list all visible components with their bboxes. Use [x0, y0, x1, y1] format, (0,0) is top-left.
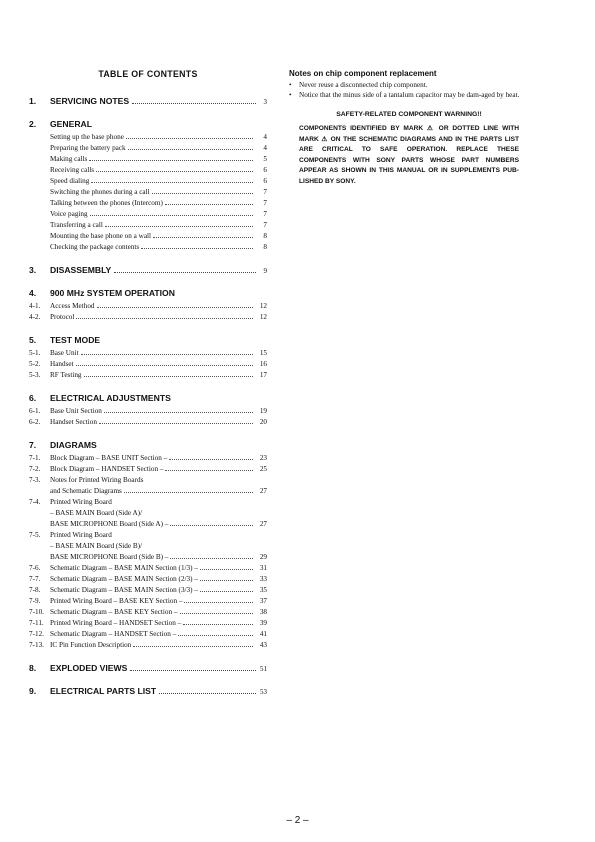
entry-title: Making calls [50, 155, 88, 163]
dot-leader [91, 182, 253, 183]
dot-leader [114, 272, 256, 273]
toc-entry [29, 618, 267, 629]
entry-page: 12 [259, 313, 267, 321]
toc-entry [29, 640, 267, 651]
toc-entry [29, 370, 267, 381]
toc-section-heading [29, 440, 267, 451]
toc-entry [29, 312, 267, 323]
entry-title: Block Diagram – HANDSET Section – [50, 465, 164, 473]
entry-page: 38 [259, 608, 267, 616]
toc-section-heading [29, 663, 267, 674]
entry-title: RF Testing [50, 371, 82, 379]
dot-leader [165, 204, 253, 205]
entry-page: 33 [259, 575, 267, 583]
toc-entry [29, 453, 267, 464]
section-number: 5. [29, 335, 37, 345]
entry-title: – BASE MAIN Board (Side A)/ [50, 509, 143, 517]
section-number: 4. [29, 288, 37, 298]
section-number: 6. [29, 393, 37, 403]
toc-entry [29, 242, 267, 253]
dot-leader [180, 613, 254, 614]
entry-title: Schematic Diagram – BASE MAIN Section (3/3) – [50, 586, 198, 594]
dot-leader [183, 624, 253, 625]
toc-section [29, 119, 267, 253]
entry-number: 7-11. [29, 619, 44, 627]
dot-leader [76, 365, 253, 366]
toc-section-heading [29, 96, 267, 107]
entry-number: 7-3. [29, 476, 41, 484]
toc-section [29, 265, 267, 276]
toc-entry [29, 497, 267, 508]
section-name: 900 MHz SYSTEM OPERATION [50, 288, 175, 298]
entry-title: and Schematic Diagrams [50, 487, 122, 495]
entry-title: Access Method [50, 302, 95, 310]
toc-entry [29, 596, 267, 607]
entry-page: 6 [263, 177, 267, 185]
dot-leader [97, 307, 253, 308]
entry-number: 7-13. [29, 641, 44, 649]
notes-panel [289, 69, 529, 187]
toc-section [29, 440, 267, 651]
entry-number: 7-8. [29, 586, 41, 594]
entry-number: 7-6. [29, 564, 41, 572]
dot-leader [170, 525, 253, 526]
toc-entry [29, 143, 267, 154]
entry-number: 7-1. [29, 454, 41, 462]
entry-number: 4-2. [29, 313, 41, 321]
toc-section-heading [29, 393, 267, 404]
entry-page: 16 [259, 360, 267, 368]
entry-page: 6 [263, 166, 267, 174]
section-number: 3. [29, 265, 37, 275]
toc-entry [29, 198, 267, 209]
section-number: 2. [29, 119, 37, 129]
section-name: SERVICING NOTES [50, 96, 130, 106]
entry-title: Receiving calls [50, 166, 95, 174]
bullet-icon: • [289, 81, 292, 89]
dot-leader [130, 670, 256, 671]
toc-section [29, 335, 267, 381]
entry-page: 27 [259, 487, 267, 495]
toc-section-heading [29, 335, 267, 346]
dot-leader [104, 412, 253, 413]
entry-page: 17 [259, 371, 267, 379]
dot-leader [99, 423, 253, 424]
dot-leader [128, 149, 253, 150]
dot-leader [96, 171, 253, 172]
dot-leader [133, 646, 253, 647]
entry-title: Base Unit [50, 349, 79, 357]
dot-leader [169, 459, 253, 460]
entry-page: 8 [263, 243, 267, 251]
dot-leader [81, 354, 253, 355]
dot-leader [126, 138, 253, 139]
entry-number: 7-7. [29, 575, 41, 583]
entry-title: BASE MICROPHONE Board (Side A) – [50, 520, 169, 528]
entry-title: Notes for Printed Wiring Boards [50, 476, 144, 484]
section-page: 9 [263, 267, 267, 275]
entry-title: Printed Wiring Board [50, 498, 112, 506]
entry-number: 5-2. [29, 360, 41, 368]
section-number: 1. [29, 96, 37, 106]
toc-section-heading [29, 265, 267, 276]
toc-entry [29, 406, 267, 417]
entry-page: 20 [259, 418, 267, 426]
entry-page: 27 [259, 520, 267, 528]
entry-number: 7-9. [29, 597, 41, 605]
dot-leader [200, 591, 253, 592]
dot-leader [178, 635, 253, 636]
page-number: – 2 – [286, 815, 309, 826]
bullet-icon: • [289, 91, 292, 99]
toc-section [29, 663, 267, 674]
entry-number: 7-2. [29, 465, 41, 473]
dot-leader [132, 103, 256, 104]
toc-entry [29, 231, 267, 242]
toc-entry [29, 132, 267, 143]
note-text: Never reuse a disconnected chip component. [299, 81, 428, 89]
section-name: ELECTRICAL ADJUSTMENTS [50, 393, 171, 403]
entry-page: 8 [263, 232, 267, 240]
toc-entry [29, 629, 267, 640]
note-item [289, 90, 529, 100]
section-name: ELECTRICAL PARTS LIST [50, 686, 157, 696]
dot-leader [159, 693, 256, 694]
section-page: 53 [260, 688, 267, 696]
entry-title: Handset Section [50, 418, 97, 426]
toc-entry [29, 464, 267, 475]
entry-title: Printed Wiring Board – BASE KEY Section – [50, 597, 183, 605]
dot-leader [89, 160, 253, 161]
entry-number: 5-3. [29, 371, 41, 379]
notes-title: Notes on chip component replacement [289, 69, 437, 78]
section-name: EXPLODED VIEWS [50, 663, 128, 673]
entry-title: Voice paging [50, 210, 88, 218]
note-text: Notice that the minus side of a tantalum capacitor may be dam-aged by heat. [299, 91, 520, 99]
section-name: TEST MODE [50, 335, 101, 345]
toc-entry [29, 209, 267, 220]
entry-page: 7 [263, 199, 267, 207]
entry-number: 7-10. [29, 608, 44, 616]
toc-entry [29, 154, 267, 165]
toc-entry [29, 585, 267, 596]
entry-title: Setting up the base phone [50, 133, 124, 141]
toc-section [29, 393, 267, 428]
warning-body: COMPONENTS IDENTIFIED BY MARK ⚠ OR DOTTED LINE WITH MARK ⚠ ON THE SCHEMATIC DIAGRAMS AND IN THE PARTS LIST ARE CRITICAL TO SAFE OPERATION. REPLACE THESE COMPONENTS WITH SONY PARTS WHOSE PART NUMBERS APPEAR AS SHOWN IN THIS MANUAL OR IN SUPPLEMENTS PUB-LISHED BY SONY. [299, 125, 519, 185]
toc-entry [29, 417, 267, 428]
dot-leader [170, 558, 253, 559]
toc-entry [29, 508, 267, 519]
toc-entry [29, 519, 267, 530]
entry-page: 15 [259, 349, 267, 357]
entry-number: 6-1. [29, 407, 41, 415]
toc-entry [29, 607, 267, 618]
toc-entry [29, 486, 267, 497]
dot-leader [124, 492, 253, 493]
entry-number: 7-4. [29, 498, 41, 506]
table-of-contents [29, 69, 267, 709]
dot-leader [184, 602, 253, 603]
entry-title: Talking between the phones (Intercom) [50, 199, 163, 207]
section-number: 8. [29, 663, 37, 673]
entry-title: Switching the phones during a call [50, 188, 150, 196]
entry-title: Speed dialing [50, 177, 90, 185]
entry-title: Mounting the base phone on a wall [50, 232, 152, 240]
note-item [289, 80, 529, 90]
warning-title: SAFETY-RELATED COMPONENT WARNING!! [336, 111, 482, 118]
entry-page: 37 [259, 597, 267, 605]
entry-title: Printed Wiring Board [50, 531, 112, 539]
entry-page: 7 [263, 221, 267, 229]
toc-section [29, 288, 267, 323]
entry-number: 7-5. [29, 531, 41, 539]
section-number: 7. [29, 440, 37, 450]
entry-title: Schematic Diagram – BASE KEY Section – [50, 608, 178, 616]
dot-leader [152, 193, 253, 194]
entry-title: – BASE MAIN Board (Side B)/ [50, 542, 143, 550]
toc-section-heading [29, 686, 267, 697]
entry-title: Preparing the battery pack [50, 144, 126, 152]
entry-page: 29 [259, 553, 267, 561]
entry-title: Printed Wiring Board – HANDSET Section – [50, 619, 182, 627]
entry-title: Schematic Diagram – BASE MAIN Section (1/3) – [50, 564, 198, 572]
entry-page: 7 [263, 188, 267, 196]
entry-page: 25 [259, 465, 267, 473]
entry-page: 31 [259, 564, 267, 572]
toc-entry [29, 165, 267, 176]
entry-page: 19 [259, 407, 267, 415]
entry-title: Checking the package contents [50, 243, 140, 251]
entry-number: 5-1. [29, 349, 41, 357]
dot-leader [76, 318, 253, 319]
entry-title: Schematic Diagram – BASE MAIN Section (2/3) – [50, 575, 198, 583]
toc-entry [29, 574, 267, 585]
toc-section-heading [29, 119, 267, 130]
toc-section [29, 96, 267, 107]
notes-list [289, 80, 529, 100]
section-name: GENERAL [50, 119, 93, 129]
dot-leader [153, 237, 253, 238]
dot-leader [165, 470, 253, 471]
entry-title: Transferring a call [50, 221, 103, 229]
entry-title: Handset [50, 360, 74, 368]
entry-number: 6-2. [29, 418, 41, 426]
toc-section [29, 686, 267, 697]
entry-page: 4 [263, 144, 267, 152]
section-name: DIAGRAMS [50, 440, 97, 450]
entry-page: 43 [259, 641, 267, 649]
entry-page: 39 [259, 619, 267, 627]
dot-leader [105, 226, 253, 227]
toc-entry [29, 552, 267, 563]
entry-title: BASE MICROPHONE Board (Side B) – [50, 553, 169, 561]
section-page: 3 [263, 98, 267, 106]
entry-page: 5 [263, 155, 267, 163]
dot-leader [84, 376, 253, 377]
toc-entry [29, 530, 267, 541]
toc-entry [29, 541, 267, 552]
toc-entry [29, 348, 267, 359]
entry-title: IC Pin Function Description [50, 641, 132, 649]
entry-page: 12 [259, 302, 267, 310]
dot-leader [200, 569, 253, 570]
entry-page: 7 [263, 210, 267, 218]
dot-leader [90, 215, 253, 216]
toc-entry [29, 301, 267, 312]
toc-section-heading [29, 288, 267, 299]
entry-page: 4 [263, 133, 267, 141]
section-number: 9. [29, 686, 37, 696]
toc-entry [29, 176, 267, 187]
entry-title: Protocol [50, 313, 75, 321]
entry-title: Schematic Diagram – HANDSET Section – [50, 630, 177, 638]
dot-leader [141, 248, 253, 249]
entry-page: 41 [259, 630, 267, 638]
section-page: 51 [260, 665, 267, 673]
entry-page: 23 [259, 454, 267, 462]
entry-title: Base Unit Section [50, 407, 102, 415]
entry-title: Block Diagram – BASE UNIT Section – [50, 454, 168, 462]
dot-leader [200, 580, 253, 581]
toc-entry [29, 475, 267, 486]
toc-title: TABLE OF CONTENTS [98, 69, 198, 79]
toc-entry [29, 220, 267, 231]
toc-entry [29, 359, 267, 370]
toc-entry [29, 187, 267, 198]
section-name: DISASSEMBLY [50, 265, 112, 275]
toc-sections [29, 96, 267, 697]
entry-page: 35 [259, 586, 267, 594]
toc-entry [29, 563, 267, 574]
entry-number: 7-12. [29, 630, 44, 638]
entry-number: 4-1. [29, 302, 41, 310]
